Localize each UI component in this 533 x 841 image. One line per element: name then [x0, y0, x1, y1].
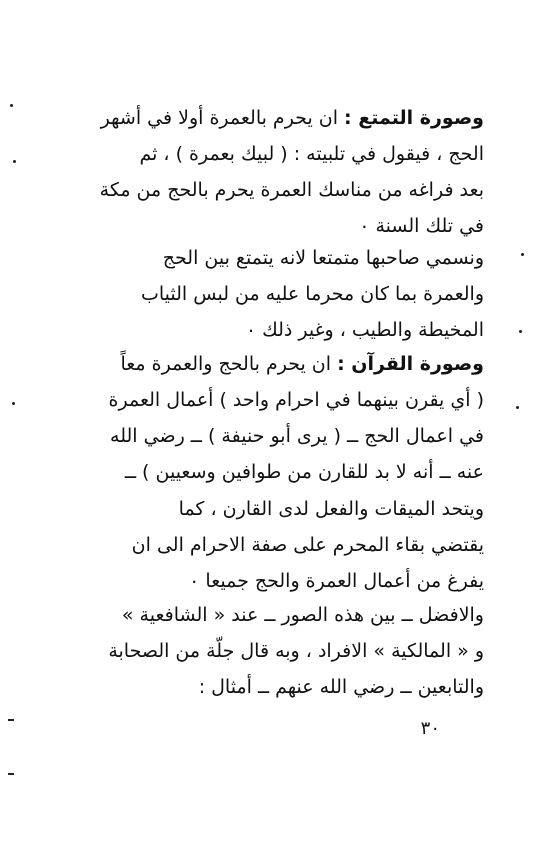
text-line: والعمرة بما كان محرما عليه من لبس الثياب — [141, 283, 484, 305]
scan-speck — [8, 719, 14, 721]
page-number: ٣٠ — [420, 718, 440, 739]
text-line — [36, 100, 484, 136]
scan-speck — [8, 773, 14, 775]
text-line: في اعمال الحج ــ ( يرى أبو حنيفة ) ــ رضي الله — [110, 425, 484, 447]
text-line — [36, 346, 484, 382]
scan-speck — [519, 330, 522, 333]
text-line: ونسمي صاحبها متمتعا لانه يتمتع بين الحج — [162, 247, 484, 269]
text-line: ويتحد الميقات والفعل لدى القارن ، كما — [178, 498, 484, 520]
scan-speck — [12, 402, 15, 405]
line-text: ان يحرم بالعمرة أولا في أشهر — [100, 107, 345, 129]
paragraph-naming — [36, 240, 484, 348]
text-line: في تلك السنة ٠ — [359, 215, 484, 237]
term-heading: وصورة القرآن : — [337, 353, 484, 375]
text-line: ( أي يقرن بينهما في احرام واحد ) أعمال العمرة — [108, 389, 484, 411]
scan-speck — [10, 104, 13, 107]
text-line: بعد فراغه من مناسك العمرة يحرم بالحج من مكة — [99, 179, 484, 201]
scan-speck — [13, 160, 16, 163]
text-line: يقتضي بقاء المحرم على صفة الاحرام الى ان — [131, 534, 484, 556]
line-text: ان يحرم بالحج والعمرة معاً — [120, 353, 338, 375]
scan-speck — [521, 253, 524, 256]
paragraph-qiran — [36, 346, 484, 490]
text-line: والتابعين ــ رضي الله عنهم ــ أمثال : — [198, 676, 484, 698]
paragraph-afdal — [36, 597, 484, 705]
paragraph-tamattu — [36, 100, 484, 244]
text-line: المخيطة والطيب ، وغير ذلك ٠ — [245, 319, 484, 341]
text-line: عنه ــ أنه لا بد للقارن من طوافين وسعيين ) ــ — [124, 461, 484, 483]
scan-speck — [516, 406, 519, 409]
text-line: والافضل ــ بين هذه الصور ــ عند « الشافعية » — [121, 604, 484, 626]
text-line: و « المالكية » الافراد ، وبه قال جلّة من الصحابة — [108, 640, 484, 662]
term-heading: وصورة التمتع : — [344, 107, 484, 129]
text-line: يفرغ من أعمال العمرة والحج جميعا ٠ — [189, 570, 484, 592]
paragraph-miqat — [36, 491, 484, 599]
text-line: الحج ، فيقول في تلبيته : ( لبيك بعمرة ) ، ثم — [139, 143, 484, 165]
